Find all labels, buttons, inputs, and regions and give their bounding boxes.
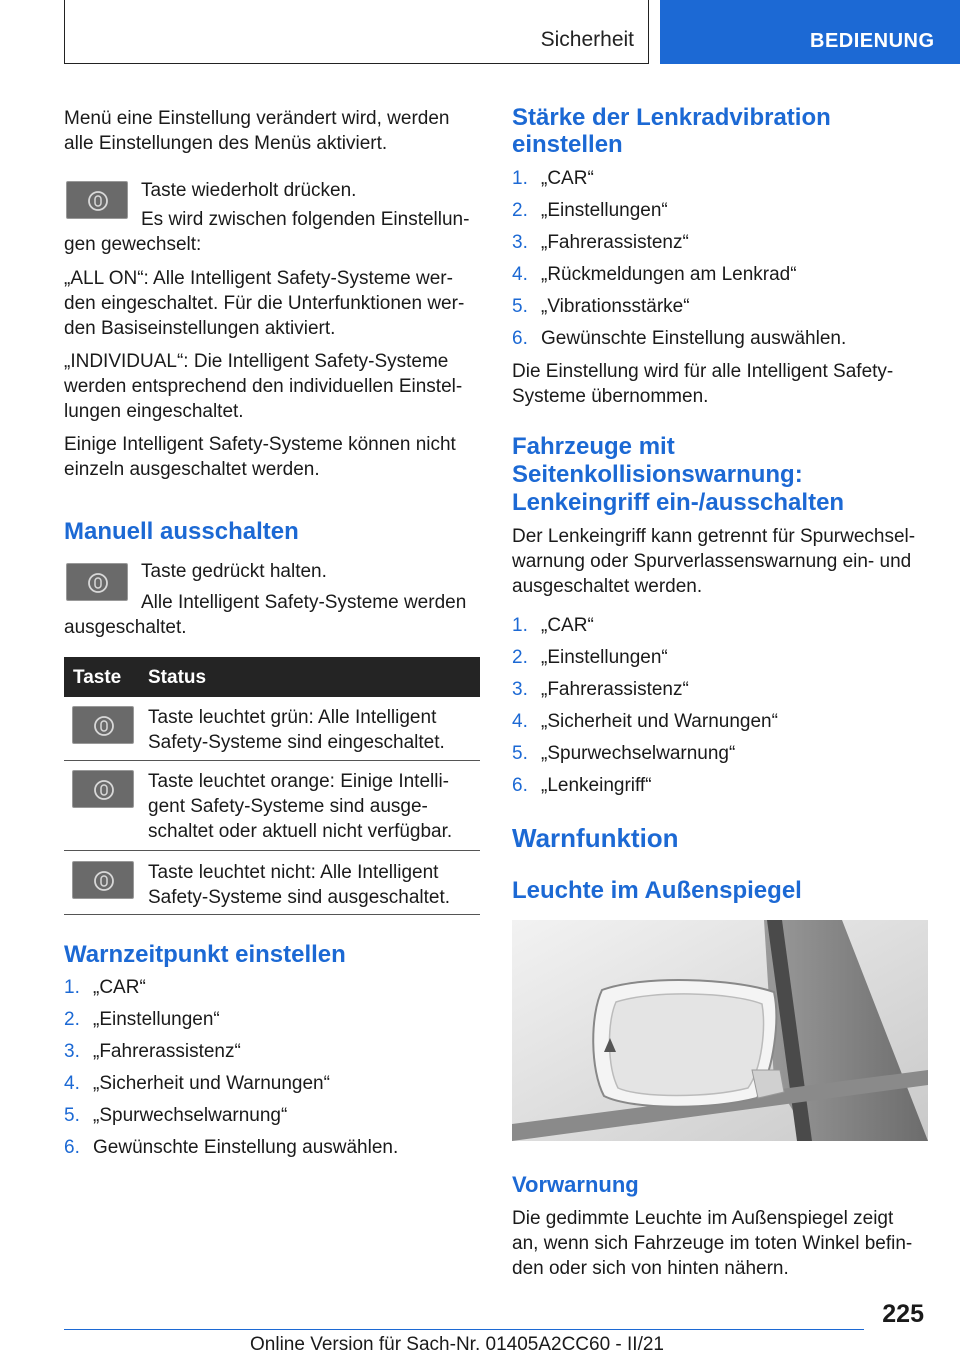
manual-line-1: Taste gedrückt halten. <box>141 561 327 582</box>
lane-assist-button-icon <box>87 572 109 594</box>
manual-line-3: ausgeschaltet. <box>64 617 187 638</box>
safety-button-image <box>66 181 128 219</box>
individual-line-1: „INDIVIDUAL“: Die Intelligent Safety-Systeme <box>64 351 449 372</box>
leuchte-heading: Leuchte im Außenspiegel <box>512 877 802 904</box>
manual-line-2: Alle Intelligent Safety-Systeme werden <box>141 592 467 613</box>
lane-assist-button-icon <box>93 715 115 737</box>
table-row-3-line-2: Safety-Systeme sind ausgeschaltet. <box>148 887 451 908</box>
table-row-2-line-1: Taste leuchtet orange: Einige Intelli- <box>148 771 450 792</box>
button-off-image <box>72 861 134 899</box>
footer-text: Online Version für Sach-Nr. 01405A2CC60 - II/21 <box>250 1334 665 1355</box>
individual-line-3: lungen eingeschaltet. <box>64 401 244 422</box>
side-heading-line-2: Seitenkollisionswarnung: <box>512 461 803 488</box>
footer-rule <box>64 1329 864 1330</box>
table-row-2-line-2: gent Safety-Systeme sind ausge- <box>148 796 428 817</box>
warn-steps-list: 1. „CAR“ 2. „Einstellungen“ 3. „Fahrerassistenz“ 4. „Sicherheit und Warnungen“ 5. „Spurwechselwarnung“ 6. Gewünschte Einstellung auswählen. <box>64 977 399 1158</box>
intro-line-2: alle Einstellungen des Menüs aktiviert. <box>64 133 388 154</box>
vib-heading-line-2: einstellen <box>512 131 623 158</box>
vib-note-line-1: Die Einstellung wird für alle Intelligent Safety- <box>512 361 894 382</box>
vib-steps-list: 1. „CAR“ 2. „Einstellungen“ 3. „Fahrerassistenz“ 4. „Rückmeldungen am Lenkrad“ 5. „Vibrationsstärke“ 6. Gewünschte Einstellung auswählen. <box>512 168 847 349</box>
warn-heading: Warnzeitpunkt einstellen <box>64 941 346 968</box>
vor-text-line-1: Die gedimmte Leuchte im Außenspiegel zeigt <box>512 1208 894 1229</box>
manual-heading: Manuell ausschalten <box>64 518 299 545</box>
warnfunktion-heading: Warnfunktion <box>512 823 679 853</box>
lane-assist-button-icon <box>93 779 115 801</box>
some-line-1: Einige Intelligent Safety-Systeme können nicht <box>64 434 456 455</box>
allon-line-2: den eingeschaltet. Für die Unterfunktionen wer- <box>64 293 465 314</box>
table-divider <box>64 760 480 761</box>
table-divider <box>64 850 480 851</box>
page-number: 225 <box>882 1300 924 1328</box>
button-green-image <box>72 706 134 744</box>
side-heading-line-1: Fahrzeuge mit <box>512 433 675 460</box>
allon-line-3: den Basiseinstellungen aktiviert. <box>64 318 336 339</box>
side-heading-line-3: Lenkeingriff ein-/ausschalten <box>512 489 845 516</box>
individual-line-2: werden entsprechend den individuellen Einstel- <box>64 376 463 397</box>
table-row-1-line-2: Safety-Systeme sind eingeschaltet. <box>148 732 445 753</box>
vor-text-line-2: an, wenn sich Fahrzeuge im toten Winkel befin- <box>512 1233 913 1254</box>
vorwarnung-heading: Vorwarnung <box>512 1172 639 1197</box>
allon-line-1: „ALL ON“: Alle Intelligent Safety-Systeme wer- <box>64 268 453 289</box>
vib-heading-line-1: Stärke der Lenkradvibration <box>512 104 831 131</box>
safety-button-image <box>66 563 128 601</box>
table-bottom-rule <box>64 914 480 915</box>
side-text-line-2: warnung oder Spurverlassenswarnung ein- und <box>512 551 912 572</box>
vor-text-line-3: den oder sich von hinten nähern. <box>512 1258 789 1279</box>
button-orange-image <box>72 770 134 808</box>
some-line-2: einzeln ausgeschaltet werden. <box>64 459 320 480</box>
side-mirror-image <box>512 920 928 1141</box>
lane-assist-button-icon <box>87 190 109 212</box>
status-table-header <box>64 657 480 697</box>
table-row-1-line-1: Taste leuchtet grün: Alle Intelligent <box>148 707 437 728</box>
table-row-3-line-1: Taste leuchtet nicht: Alle Intelligent <box>148 862 439 883</box>
side-text-line-3: ausgeschaltet werden. <box>512 576 703 597</box>
press-line-2: Es wird zwischen folgenden Einstellun- <box>141 209 470 230</box>
header-section-title: Sicherheit <box>540 28 634 51</box>
table-row-2-line-3: schaltet oder aktuell nicht verfügbar. <box>148 821 453 842</box>
table-col-taste: Taste <box>73 667 122 688</box>
table-col-status: Status <box>148 667 207 688</box>
lane-assist-button-icon <box>93 870 115 892</box>
vib-note-line-2: Systeme übernommen. <box>512 386 709 407</box>
intro-line-1: Menü eine Einstellung verändert wird, werden <box>64 108 450 129</box>
press-line-3: gen gewechselt: <box>64 234 202 255</box>
side-steps-list: 1. „CAR“ 2. „Einstellungen“ 3. „Fahrerassistenz“ 4. „Sicherheit und Warnungen“ 5. „Spurwechselwarnung“ 6. „Lenkeingriff“ <box>512 615 778 796</box>
side-text-line-1: Der Lenkeingriff kann getrennt für Spurwechsel- <box>512 526 916 547</box>
press-line-1: Taste wiederholt drücken. <box>141 180 357 201</box>
header-section-box <box>64 0 649 64</box>
header-chapter-title: BEDIENUNG <box>810 30 935 52</box>
header-chapter-box <box>660 0 960 64</box>
